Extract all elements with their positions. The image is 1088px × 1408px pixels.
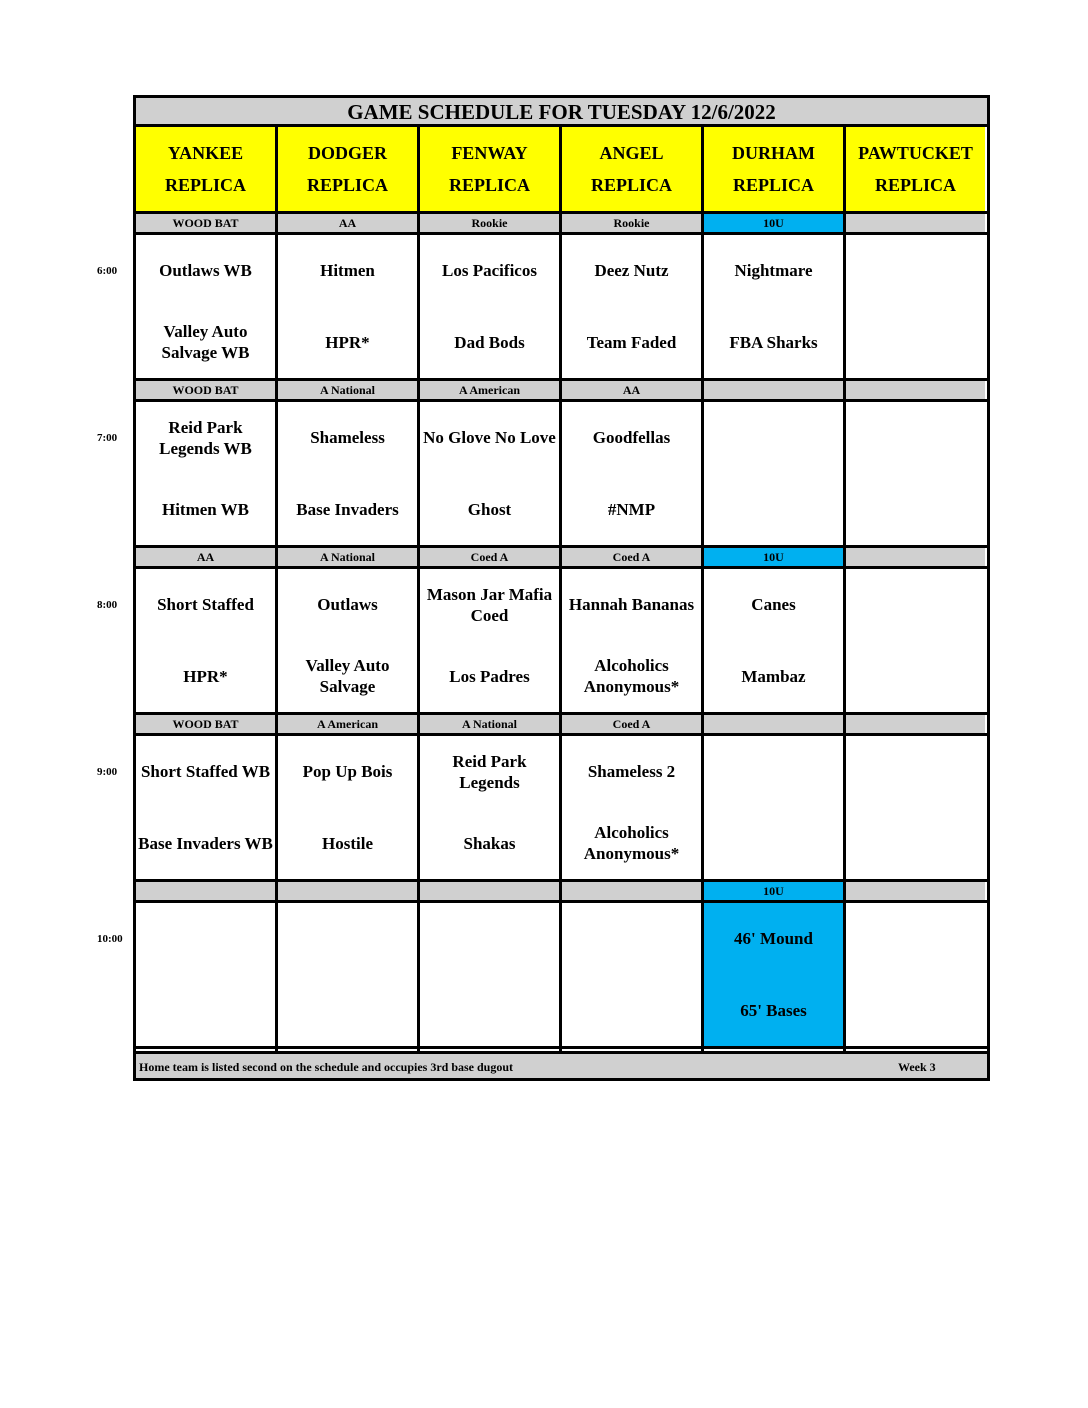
- away-team: Shameless 2: [587, 762, 676, 782]
- field-header: [278, 127, 417, 211]
- game-cell: [278, 903, 417, 1046]
- away-team: Short Staffed WB: [140, 762, 271, 782]
- division-label: AA: [278, 214, 417, 232]
- away-team: Deez Nutz: [594, 261, 669, 281]
- time-label: 7:00: [97, 432, 118, 444]
- game-cell: [420, 235, 559, 378]
- division-label: A American: [420, 381, 559, 399]
- away-team: Los Pacificos: [442, 261, 537, 281]
- home-team: Hostile: [322, 833, 373, 853]
- away-team: [846, 402, 985, 474]
- game-cell: [562, 235, 701, 378]
- home-team: Shakas: [463, 833, 516, 853]
- division-label: [704, 381, 843, 399]
- division-label: Coed A: [562, 548, 701, 566]
- game-cell: [846, 903, 985, 1046]
- week-label: Week 3: [898, 1060, 936, 1074]
- division-label: [846, 715, 985, 733]
- home-team: [846, 474, 985, 546]
- game-cell: [420, 903, 559, 1046]
- away-team: Outlaws WB: [159, 261, 252, 281]
- away-team: [136, 903, 275, 975]
- division-label: Rookie: [562, 214, 701, 232]
- division-label: 10U: [704, 548, 843, 566]
- division-label: A American: [278, 715, 417, 733]
- home-team: Ghost: [467, 499, 512, 519]
- game-cell: [562, 569, 701, 712]
- game-cell: [420, 402, 559, 545]
- game-cell: [136, 402, 275, 545]
- grid-line: [843, 127, 846, 1051]
- time-label: 6:00: [97, 265, 118, 277]
- division-label: WOOD BAT: [136, 715, 275, 733]
- home-team: Alcoholics Anonymous*: [583, 656, 680, 697]
- home-team: [846, 307, 985, 379]
- game-cell: [704, 736, 843, 879]
- away-team: [704, 402, 843, 474]
- game-cell: [704, 235, 843, 378]
- game-cell: [846, 569, 985, 712]
- game-cell: [136, 736, 275, 879]
- game-cell: [278, 736, 417, 879]
- division-label: WOOD BAT: [136, 381, 275, 399]
- division-label: AA: [136, 548, 275, 566]
- away-team: Nightmare: [734, 261, 813, 281]
- away-team: [704, 736, 843, 808]
- grid-line: [417, 127, 420, 1051]
- game-cell: [704, 569, 843, 712]
- away-team: [846, 235, 985, 307]
- schedule-footer: [136, 1051, 987, 1078]
- division-label: A National: [420, 715, 559, 733]
- away-team: [420, 903, 559, 975]
- division-label: 10U: [704, 214, 843, 232]
- home-team: [420, 975, 559, 1047]
- away-team: Goodfellas: [592, 428, 671, 448]
- division-label: [846, 381, 985, 399]
- home-team: [846, 975, 985, 1047]
- away-team: Reid Park Legends WB: [159, 417, 252, 458]
- field-header: [704, 127, 843, 211]
- division-label: AA: [562, 381, 701, 399]
- game-cell: [704, 903, 843, 1046]
- grid-line: [701, 127, 704, 1051]
- field-name: DODGER: [307, 143, 387, 163]
- field-type: REPLICA: [732, 175, 814, 195]
- game-cell: [420, 569, 559, 712]
- home-team: Base Invaders: [296, 499, 399, 519]
- away-team: Shameless: [310, 428, 385, 448]
- away-team: Outlaws: [317, 595, 378, 615]
- division-label: [846, 214, 985, 232]
- time-label: 10:00: [97, 933, 123, 945]
- game-cell: [136, 569, 275, 712]
- away-team: Hannah Bananas: [568, 595, 695, 615]
- grid-line: [275, 127, 278, 1051]
- division-label: 10U: [704, 882, 843, 900]
- game-cell: [846, 235, 985, 378]
- division-label: [704, 715, 843, 733]
- away-team: No Glove No Love: [423, 428, 556, 448]
- game-cell: [278, 402, 417, 545]
- home-team-note: Home team is listed second on the schedule and occupies 3rd base dugout: [139, 1060, 514, 1074]
- field-name: ANGEL: [599, 143, 664, 163]
- away-team: [846, 903, 985, 975]
- home-team: HPR*: [183, 666, 228, 686]
- away-team: Canes: [751, 595, 796, 615]
- home-team: #NMP: [607, 499, 656, 519]
- home-team: [704, 808, 843, 880]
- game-cell: [562, 736, 701, 879]
- division-label: Coed A: [420, 548, 559, 566]
- home-team: Los Padres: [449, 666, 530, 686]
- away-team: [562, 903, 701, 975]
- field-type: REPLICA: [590, 175, 672, 195]
- home-team: Valley Auto Salvage: [305, 656, 390, 697]
- grid-line: [559, 127, 562, 1051]
- schedule-sheet: [133, 95, 990, 1081]
- game-cell: [278, 569, 417, 712]
- away-team: Reid Park Legends: [452, 751, 527, 792]
- division-label: [846, 548, 985, 566]
- home-team: [136, 975, 275, 1047]
- field-type: REPLICA: [874, 175, 956, 195]
- schedule-title: GAME SCHEDULE FOR TUESDAY 12/6/2022: [136, 98, 987, 127]
- field-name: PAWTUCKET: [858, 143, 973, 163]
- game-cell: [704, 402, 843, 545]
- field-name: FENWAY: [451, 143, 528, 163]
- game-cell: [562, 903, 701, 1046]
- division-label: A National: [278, 381, 417, 399]
- home-team: [846, 641, 985, 713]
- field-name: DURHAM: [732, 143, 815, 163]
- field-header: [562, 127, 701, 211]
- away-team: 46' Mound: [734, 929, 813, 949]
- home-team: Alcoholics Anonymous*: [583, 823, 680, 864]
- home-team: [278, 975, 417, 1047]
- away-team: [846, 736, 985, 808]
- division-label: Coed A: [562, 715, 701, 733]
- division-label: [136, 882, 275, 900]
- field-name: YANKEE: [167, 143, 244, 163]
- home-team: HPR*: [325, 332, 370, 352]
- home-team: Hitmen WB: [161, 499, 250, 519]
- home-team: 65' Bases: [740, 1000, 807, 1020]
- division-label: Rookie: [420, 214, 559, 232]
- time-label: 8:00: [97, 599, 118, 611]
- away-team: Short Staffed: [157, 595, 254, 615]
- away-team: Pop Up Bois: [302, 762, 393, 782]
- game-cell: [846, 736, 985, 879]
- field-type: REPLICA: [306, 175, 388, 195]
- field-header: [846, 127, 985, 211]
- home-team: FBA Sharks: [729, 332, 818, 352]
- away-team: [846, 569, 985, 641]
- division-label: [562, 882, 701, 900]
- home-team: Base Invaders WB: [138, 833, 273, 853]
- home-team: Team Faded: [586, 332, 677, 352]
- home-team: [704, 474, 843, 546]
- time-label: 9:00: [97, 766, 118, 778]
- game-cell: [278, 235, 417, 378]
- game-cell: [562, 402, 701, 545]
- home-team: [562, 975, 701, 1047]
- home-team: Dad Bods: [454, 332, 525, 352]
- home-team: Mambaz: [741, 666, 806, 686]
- division-label: WOOD BAT: [136, 214, 275, 232]
- home-team: Valley Auto Salvage WB: [161, 322, 250, 363]
- away-team: Hitmen: [320, 261, 375, 281]
- division-label: [420, 882, 559, 900]
- game-cell: [136, 903, 275, 1046]
- home-team: [846, 808, 985, 880]
- field-type: REPLICA: [164, 175, 246, 195]
- field-header: [420, 127, 559, 211]
- game-cell: [420, 736, 559, 879]
- game-cell: [136, 235, 275, 378]
- field-type: REPLICA: [448, 175, 530, 195]
- game-cell: [846, 402, 985, 545]
- field-header: [136, 127, 275, 211]
- division-label: [846, 882, 985, 900]
- away-team: [278, 903, 417, 975]
- away-team: Mason Jar Mafia Coed: [426, 584, 553, 625]
- division-label: A National: [278, 548, 417, 566]
- division-label: [278, 882, 417, 900]
